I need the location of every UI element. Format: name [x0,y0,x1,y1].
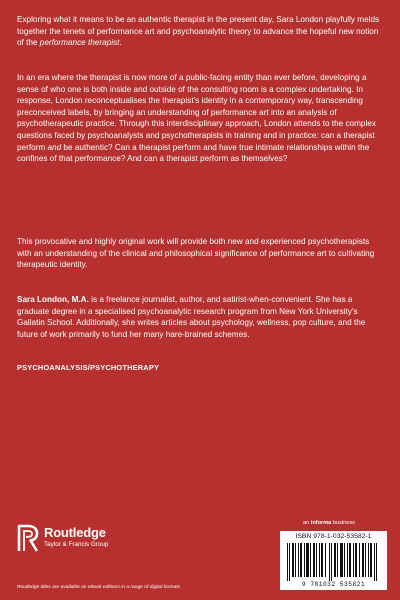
informa-suffix: business [331,520,355,526]
barcode-bars-icon [285,543,382,581]
p1-emphasis: performance therapist [39,38,120,48]
informa-business-line [303,520,355,526]
barcode-digits: 9 781032 535821 [301,581,366,588]
description-paragraph-1 [17,14,385,49]
publisher-logo [17,524,207,564]
publisher-name: Routledge [44,525,106,540]
publisher-subtitle: Taylor & Francis Group [44,541,109,548]
ebook-footer-note: Routledge titles are available as eBook editions in a range of digital formats [17,585,181,590]
p1-text-a: Exploring what it means to be an authentic therapist in the present day, Sara London playfully melds together the tenets of performance art and psychoanalytic theory to advance the hopeful new notion of the [17,15,380,48]
routledge-logo-icon [17,524,39,552]
author-name: Sara London, M.A. [17,295,89,304]
p1-text-b: . [119,38,122,48]
author-bio-text: is a freelance journalist, author, and satirist-when-convenient. She has a graduate degree in a specialised psychoanalytic research program from New York University's Gallatin School. Additionally, she writes articles about psychology, wellness, pop culture, and the future of work primarily to fund her many hare-brained schemes. [17,295,366,339]
subject-category: PSYCHOANALYSIS/PSYCHOTHERAPY [17,363,160,372]
informa-brand: informa [310,520,332,526]
p2-text-a: In an era where the therapist is now more of a public-facing entity than ever before, developing a sense of who one is both inside and outside of the consulting room is a complex undertaking. In response, London reconceptualises the therapist's identity in a contemporary way, transcending preconceived labels, by bringing an understanding of performance art into an analysis of psychotherapeutic practice. Through this interdisciplinary approach, London attends to the complex questions faced by psychoanalysts and psychotherapists in training and in practice: can a therapist perform [17,73,376,152]
isbn-label: ISBN 978-1-032-53582-1 [295,533,372,540]
description-paragraph-2 [17,72,385,165]
p2-emphasis: and [47,142,62,152]
description-paragraph-3 [17,236,385,271]
author-bio [17,294,385,340]
isbn-barcode [280,531,387,590]
p3-text: This provocative and highly original work will provide both new and experienced psychotherapists with an understanding of the clinical and philosophical significance of performance art to cultivating therapeutic identity. [17,237,375,270]
informa-prefix: an [303,520,311,526]
p2-text-b: be authentic? Can a therapist perform and have true intimate relationships within the confines of that performance? And can a therapist perform as themselves? [17,142,370,164]
